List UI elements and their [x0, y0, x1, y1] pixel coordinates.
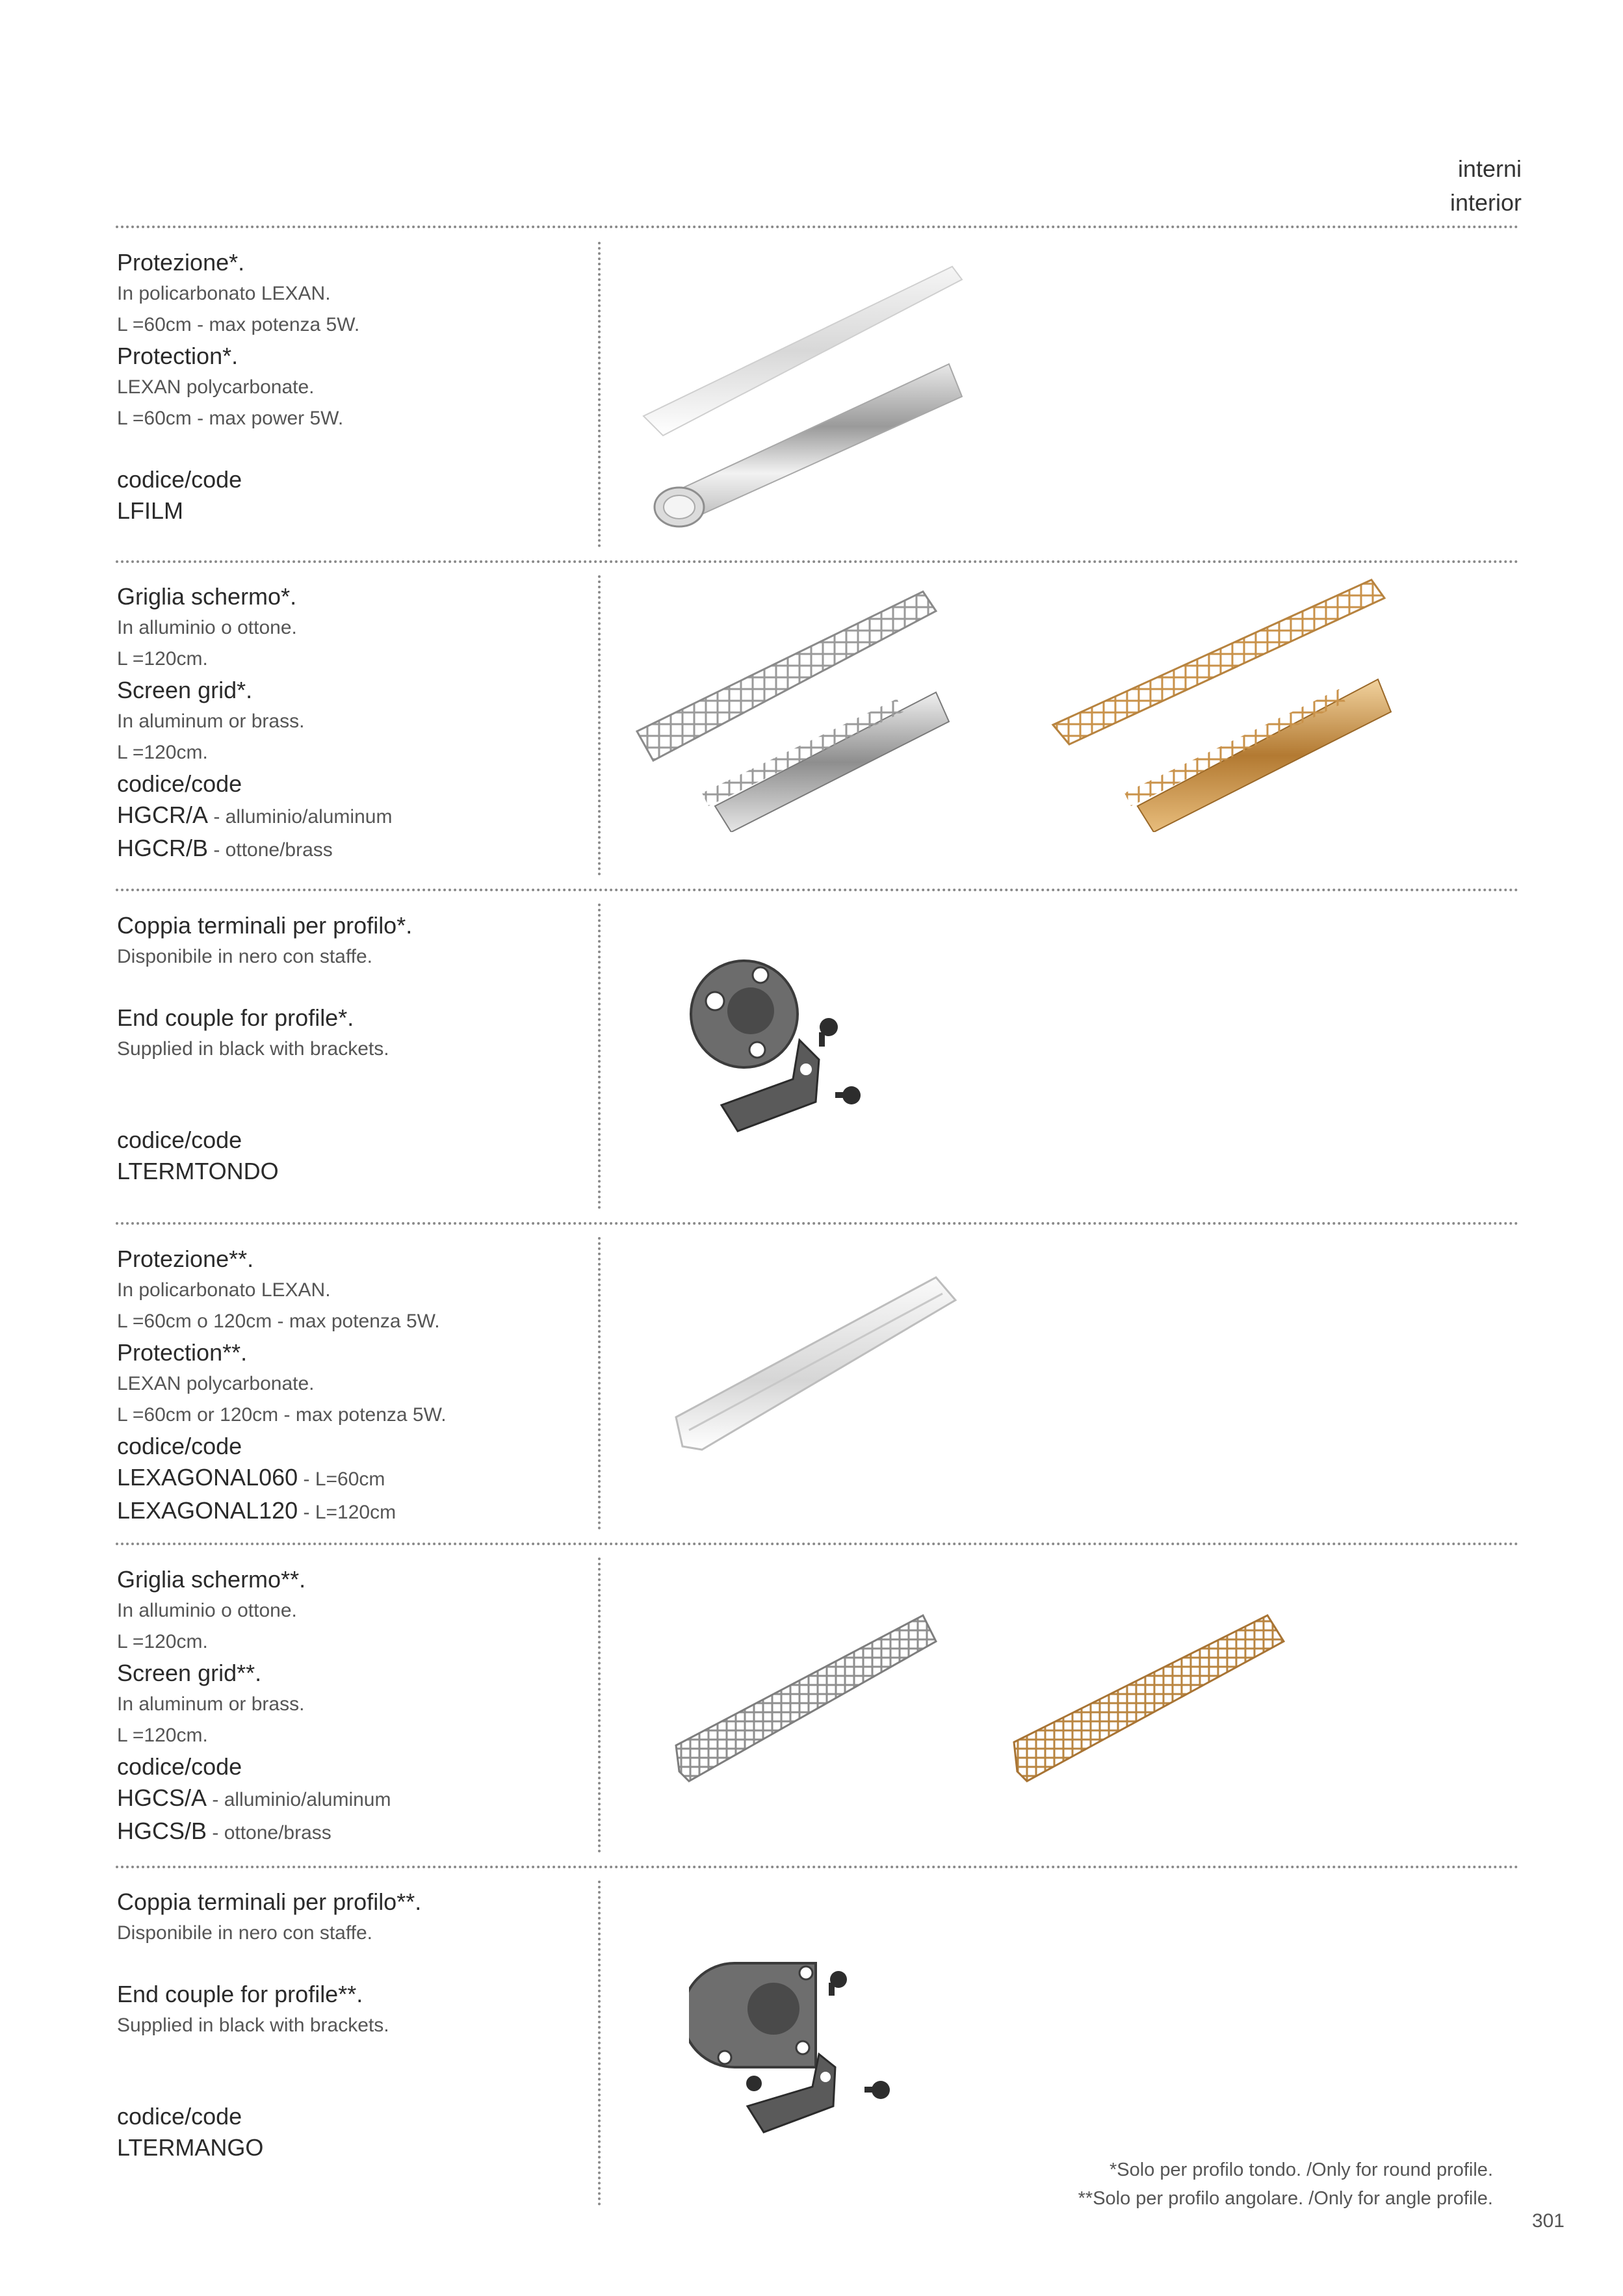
code-value: HGCR/B	[117, 835, 209, 861]
footnote-round: *Solo per profilo tondo. /Only for round profile.	[1110, 2159, 1493, 2180]
page-number: 301	[1531, 2210, 1565, 2232]
separator	[116, 560, 1519, 563]
desc-it-line: L =60cm o 120cm - max potenza 5W.	[117, 1311, 440, 1332]
lexan-protection-image	[624, 260, 988, 533]
code-label: codice/code	[117, 770, 242, 797]
section-header	[1450, 152, 1522, 220]
column-divider	[598, 904, 601, 1209]
code-value: LEXAGONAL060	[117, 1464, 298, 1491]
desc-en-line: Supplied in black with brackets.	[117, 1038, 389, 1060]
code-value: HGCS/B	[117, 1818, 207, 1844]
separator	[116, 1543, 1519, 1545]
header-interni: interni	[1457, 155, 1522, 182]
code-note: - alluminio/aluminum	[208, 806, 393, 828]
end-cap-round-image	[689, 956, 884, 1151]
column-divider	[598, 1881, 601, 2206]
code-note: - ottone/brass	[208, 839, 333, 861]
end-cap-angle-image	[689, 1944, 903, 2145]
separator	[116, 226, 1519, 228]
product-code	[117, 495, 585, 527]
title-it: Protezione**.	[117, 1246, 254, 1272]
separator	[116, 1222, 1519, 1225]
column-divider	[598, 575, 601, 876]
desc-it-line: L =120cm.	[117, 1631, 208, 1652]
product-code	[117, 1495, 585, 1528]
code-value: LFILM	[117, 497, 184, 524]
product-code	[117, 800, 585, 833]
header-interior: interior	[1449, 189, 1522, 216]
product-code	[117, 1156, 585, 1187]
code-label: codice/code	[117, 1433, 242, 1459]
footnote-angle: **Solo per profilo angolare. /Only for angle profile.	[1078, 2188, 1493, 2209]
desc-it-line: In alluminio o ottone.	[117, 1600, 297, 1621]
product-lexagonal	[117, 1244, 585, 1528]
code-value: HGCR/A	[117, 802, 209, 828]
desc-it-line: In alluminio o ottone.	[117, 617, 297, 638]
title-it: Coppia terminali per profilo**.	[117, 1888, 422, 1915]
desc-en-line: LEXAN polycarbonate.	[117, 1373, 315, 1394]
desc-en-line: In aluminum or brass.	[117, 1693, 305, 1715]
desc-it-line: In policarbonato LEXAN.	[117, 283, 331, 304]
column-divider	[598, 1558, 601, 1853]
separator	[116, 889, 1519, 891]
code-value: LTERMTONDO	[117, 1158, 279, 1184]
desc-it-line: L =120cm.	[117, 648, 208, 670]
title-en: Protection*.	[117, 343, 239, 369]
product-code	[117, 1816, 585, 1849]
title-en: End couple for profile*.	[117, 1004, 354, 1031]
desc-it-line: Disponibile in nero con staffe.	[117, 1922, 373, 1944]
product-code	[117, 833, 585, 866]
desc-it-line: Disponibile in nero con staffe.	[117, 946, 373, 967]
desc-it-line: In policarbonato LEXAN.	[117, 1279, 331, 1301]
angle-screen-grid-image	[663, 1612, 1293, 1807]
code-label: codice/code	[117, 466, 242, 493]
title-it: Griglia schermo**.	[117, 1566, 306, 1593]
product-code	[117, 2132, 585, 2163]
desc-it-line: L =60cm - max potenza 5W.	[117, 314, 360, 335]
code-label: codice/code	[117, 1753, 242, 1780]
product-hgcs	[117, 1564, 585, 1849]
code-label: codice/code	[117, 2103, 242, 2130]
desc-en-line: L =120cm.	[117, 742, 208, 763]
code-value: HGCS/A	[117, 1784, 207, 1811]
desc-en-line: L =60cm or 120cm - max potenza 5W.	[117, 1404, 447, 1426]
code-note: - ottone/brass	[207, 1822, 331, 1844]
desc-en-line: L =60cm - max power 5W.	[117, 408, 344, 429]
desc-en-line: In aluminum or brass.	[117, 711, 305, 732]
title-en: Screen grid*.	[117, 677, 253, 703]
product-hgcr	[117, 581, 585, 866]
desc-en-line: L =120cm.	[117, 1725, 208, 1746]
column-divider	[598, 242, 601, 547]
code-note: - L=120cm	[298, 1502, 396, 1523]
title-en: End couple for profile**.	[117, 1981, 363, 2007]
product-lfilm	[117, 247, 585, 527]
footnotes	[1078, 2156, 1493, 2213]
code-note: - L=60cm	[298, 1468, 385, 1490]
desc-en-line: LEXAN polycarbonate.	[117, 376, 315, 398]
title-en: Protection**.	[117, 1339, 248, 1366]
title-it: Protezione*.	[117, 249, 245, 276]
code-label: codice/code	[117, 1127, 242, 1153]
lexan-angle-protection-image	[663, 1274, 968, 1469]
separator	[116, 1866, 1519, 1868]
code-value: LTERMANGO	[117, 2134, 264, 2161]
product-code	[117, 1782, 585, 1816]
product-ltermtondo	[117, 910, 585, 1187]
code-note: - alluminio/aluminum	[207, 1789, 391, 1810]
title-it: Griglia schermo*.	[117, 583, 297, 610]
product-code	[117, 1462, 585, 1495]
desc-en-line: Supplied in black with brackets.	[117, 2015, 389, 2036]
product-ltermango	[117, 1886, 585, 2163]
screen-grid-image	[624, 572, 1404, 832]
code-value: LEXAGONAL120	[117, 1497, 298, 1524]
column-divider	[598, 1237, 601, 1530]
title-en: Screen grid**.	[117, 1660, 262, 1686]
title-it: Coppia terminali per profilo*.	[117, 912, 413, 939]
